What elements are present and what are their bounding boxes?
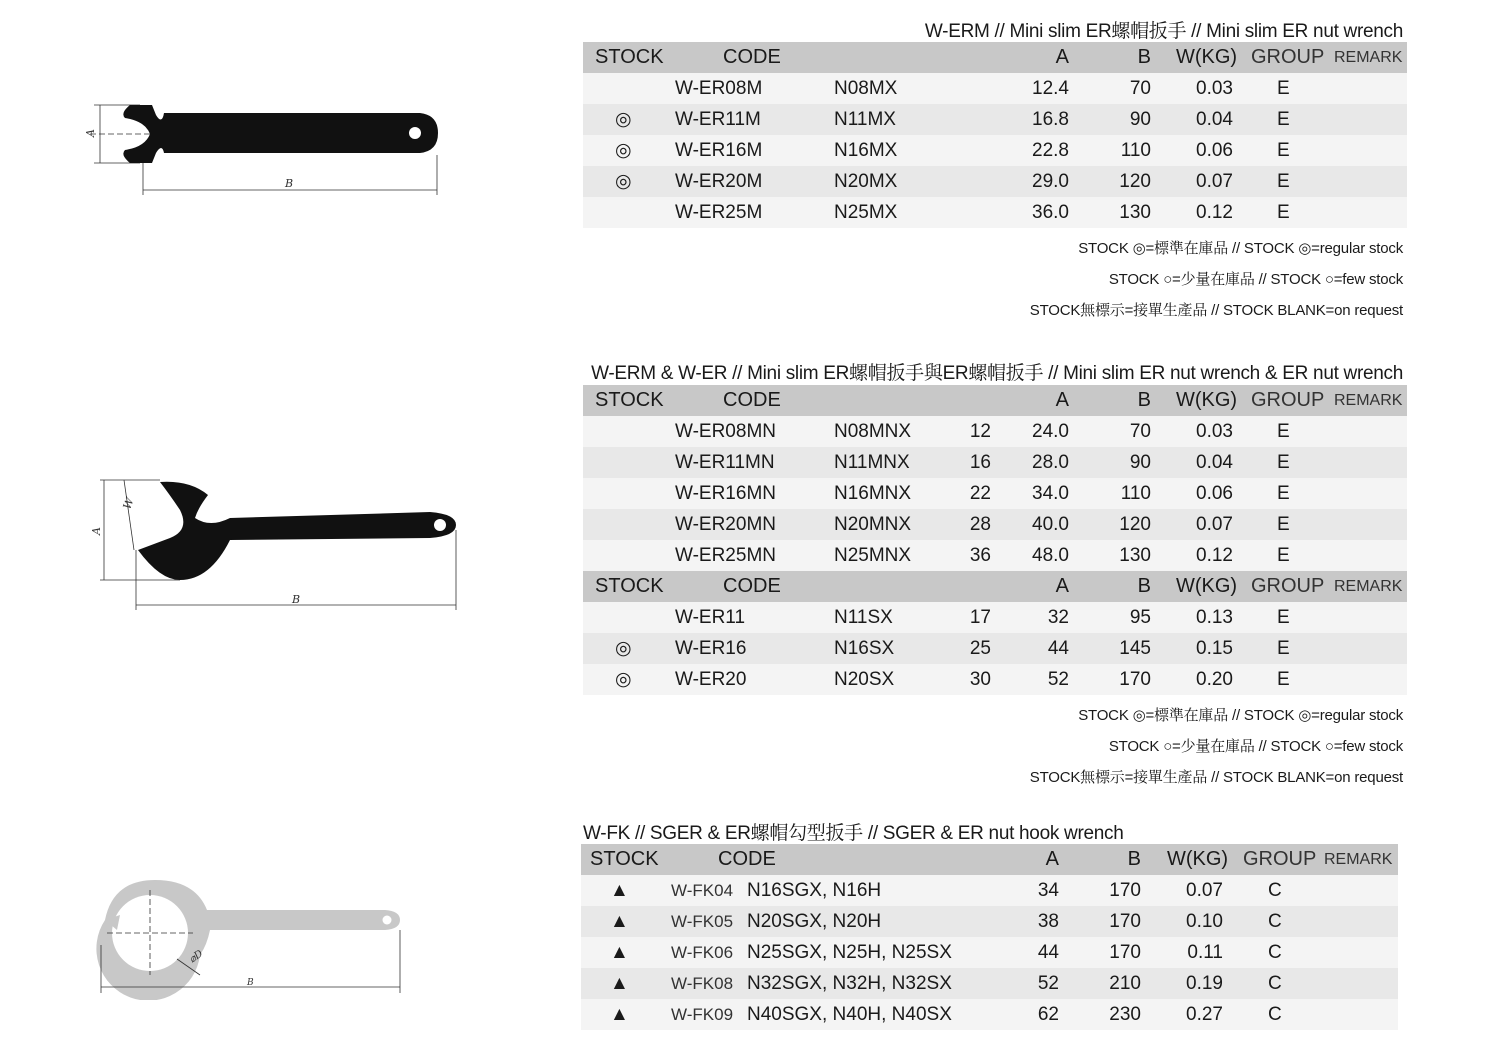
code-cell: W-ER11M <box>675 109 761 130</box>
col-group: GROUP <box>1251 575 1325 597</box>
group-cell: E <box>1277 669 1290 690</box>
code-cell: W-ER11 <box>675 607 746 628</box>
code-cell: W-FK04 <box>671 881 734 900</box>
d-cell: 22 <box>969 483 991 504</box>
table-row <box>583 602 1407 633</box>
group-cell: E <box>1277 171 1290 192</box>
a-cell: 34 <box>1037 880 1059 901</box>
stock-note-blank: STOCK無標示=接單生產品 // STOCK BLANK=on request <box>1029 302 1403 319</box>
section-title-fk: W-FK // SGER & ER螺帽勾型扳手 // SGER & ER nut hook wrench <box>583 823 1124 844</box>
nut-cell: N20SX <box>834 669 895 690</box>
col-w: W(KG) <box>1176 575 1238 597</box>
col-a: A <box>1055 575 1069 597</box>
w-cell: 0.15 <box>1196 638 1233 659</box>
nut-cell: N11MNX <box>834 452 910 473</box>
stock-cell: ◎ <box>615 171 632 192</box>
col-remark: REMARK <box>1334 49 1403 66</box>
stock-cell: ◎ <box>615 638 632 659</box>
d-cell: 12 <box>969 421 991 442</box>
b-cell: 130 <box>1119 202 1151 223</box>
b-cell: 210 <box>1109 973 1141 994</box>
nut-cell: N25MX <box>834 202 898 223</box>
table-row <box>583 73 1407 104</box>
group-cell: C <box>1268 942 1282 963</box>
code-cell: W-ER16 <box>675 638 747 659</box>
col-group: GROUP <box>1251 46 1325 68</box>
code-cell: W-ER16MN <box>675 483 776 504</box>
nut-cell: N08MX <box>834 78 898 99</box>
col-stock: STOCK <box>590 848 659 870</box>
group-cell: E <box>1277 607 1290 628</box>
a-cell: 32 <box>1047 607 1069 628</box>
stock-cell: ◎ <box>615 669 632 690</box>
group-cell: E <box>1277 452 1290 473</box>
col-w: W(KG) <box>1176 389 1238 411</box>
b-cell: 70 <box>1129 421 1151 442</box>
col-a: A <box>1055 46 1069 68</box>
stock-note-few: STOCK ○=少量在庫品 // STOCK ○=few stock <box>1108 738 1403 755</box>
col-stock: STOCK <box>595 575 664 597</box>
ermn-wrench-drawing <box>90 470 470 615</box>
b-cell: 110 <box>1120 140 1151 161</box>
fk-hook-wrench-drawing <box>95 875 415 1000</box>
drawing-dim-b: B <box>247 978 254 988</box>
drawing-dim-w: W <box>120 495 137 512</box>
w-cell: 0.03 <box>1196 421 1233 442</box>
erm-table <box>583 42 1407 228</box>
b-cell: 170 <box>1109 911 1141 932</box>
group-cell: C <box>1268 1004 1282 1025</box>
table-row <box>581 937 1398 968</box>
group-cell: E <box>1277 483 1290 504</box>
w-cell: 0.27 <box>1186 1004 1223 1025</box>
d-cell: 16 <box>969 452 991 473</box>
b-cell: 130 <box>1119 545 1151 566</box>
col-b: B <box>1137 46 1151 68</box>
table-row <box>583 633 1407 664</box>
table-row <box>583 416 1407 447</box>
col-code: CODE <box>718 848 776 870</box>
group-cell: E <box>1277 421 1290 442</box>
b-cell: 170 <box>1109 880 1141 901</box>
col-group: GROUP <box>1243 848 1317 870</box>
code-cell: W-ER08M <box>675 78 763 99</box>
drawing-dim-b: B <box>292 593 301 606</box>
drawing-dim-b: B <box>285 177 294 190</box>
b-cell: 145 <box>1119 638 1151 659</box>
nut-cell: N11MX <box>834 109 896 130</box>
code-cell: W-FK06 <box>671 943 734 962</box>
w-cell: 0.10 <box>1186 911 1223 932</box>
nut-cell: N32SGX, N32H, N32SX <box>747 973 952 994</box>
col-remark: REMARK <box>1334 392 1403 409</box>
nut-cell: N20MNX <box>834 514 912 535</box>
table-row <box>583 104 1407 135</box>
w-cell: 0.04 <box>1196 109 1233 130</box>
table-row <box>581 906 1398 937</box>
w-cell: 0.20 <box>1196 669 1233 690</box>
col-w: W(KG) <box>1167 848 1229 870</box>
table-header <box>583 42 1407 73</box>
drawing-dim-a: A <box>90 527 103 535</box>
col-w: W(KG) <box>1176 46 1238 68</box>
nut-cell: N20SGX, N20H <box>747 911 882 932</box>
stock-note-few: STOCK ○=少量在庫品 // STOCK ○=few stock <box>1108 271 1403 288</box>
nut-cell: N20MX <box>834 171 898 192</box>
table-row <box>583 447 1407 478</box>
section-title-ermn: W-ERM & W-ER // Mini slim ER螺帽扳手與ER螺帽扳手 // Mini slim ER nut wrench & ER nut wrench <box>591 363 1403 384</box>
a-cell: 12.4 <box>1032 78 1069 99</box>
a-cell: 48.0 <box>1032 545 1069 566</box>
nut-cell: N40SGX, N40H, N40SX <box>747 1004 952 1025</box>
col-code: CODE <box>723 575 781 597</box>
stock-cell: ◎ <box>615 109 632 130</box>
a-cell: 22.8 <box>1032 140 1069 161</box>
table-row <box>581 875 1398 906</box>
group-cell: E <box>1277 638 1290 659</box>
col-code: CODE <box>723 389 781 411</box>
col-group: GROUP <box>1251 389 1325 411</box>
w-cell: 0.12 <box>1196 545 1233 566</box>
erm-wrench-drawing <box>80 95 450 200</box>
nut-cell: N11SX <box>834 607 893 628</box>
a-cell: 24.0 <box>1032 421 1069 442</box>
a-cell: 34.0 <box>1032 483 1069 504</box>
table-row <box>583 478 1407 509</box>
a-cell: 44 <box>1047 638 1069 659</box>
b-cell: 230 <box>1109 1004 1141 1025</box>
d-cell: 28 <box>969 514 991 535</box>
table-header <box>583 571 1407 602</box>
group-cell: C <box>1268 911 1282 932</box>
code-cell: W-ER25M <box>675 202 763 223</box>
nut-cell: N16SGX, N16H <box>747 880 882 901</box>
ermn-table <box>583 385 1407 695</box>
a-cell: 40.0 <box>1032 514 1069 535</box>
d-cell: 30 <box>969 669 991 690</box>
group-cell: E <box>1277 202 1290 223</box>
w-cell: 0.03 <box>1196 78 1233 99</box>
col-b: B <box>1137 389 1151 411</box>
nut-cell: N16MNX <box>834 483 912 504</box>
stock-cell: ◎ <box>615 140 632 161</box>
stock-cell: ▲ <box>610 911 629 932</box>
table-row <box>581 968 1398 999</box>
w-cell: 0.19 <box>1186 973 1223 994</box>
w-cell: 0.07 <box>1186 880 1223 901</box>
stock-note-blank: STOCK無標示=接單生產品 // STOCK BLANK=on request <box>1029 769 1403 786</box>
group-cell: E <box>1277 140 1290 161</box>
a-cell: 16.8 <box>1032 109 1069 130</box>
code-cell: W-ER20MN <box>675 514 776 535</box>
col-remark: REMARK <box>1334 578 1403 595</box>
section-title-erm: W-ERM // Mini slim ER螺帽扳手 // Mini slim ER nut wrench <box>924 21 1403 42</box>
code-cell: W-ER08MN <box>675 421 776 442</box>
nut-cell: N16MX <box>834 140 898 161</box>
a-cell: 52 <box>1037 973 1059 994</box>
b-cell: 170 <box>1109 942 1141 963</box>
nut-cell: N08MNX <box>834 421 912 442</box>
table-row <box>583 664 1407 695</box>
fk-table <box>581 844 1398 1030</box>
w-cell: 0.13 <box>1196 607 1233 628</box>
a-cell: 62 <box>1037 1004 1059 1025</box>
col-a: A <box>1045 848 1059 870</box>
col-a: A <box>1055 389 1069 411</box>
col-code: CODE <box>723 46 781 68</box>
code-cell: W-ER20 <box>675 669 747 690</box>
a-cell: 29.0 <box>1032 171 1069 192</box>
w-cell: 0.07 <box>1196 514 1233 535</box>
d-cell: 36 <box>969 545 991 566</box>
code-cell: W-ER11MN <box>675 452 775 473</box>
stock-cell: ▲ <box>610 942 629 963</box>
drawing-dim-d: ⌀D <box>187 948 206 966</box>
group-cell: E <box>1277 78 1290 99</box>
b-cell: 90 <box>1129 452 1151 473</box>
b-cell: 110 <box>1120 483 1151 504</box>
code-cell: W-ER20M <box>675 171 763 192</box>
col-b: B <box>1127 848 1141 870</box>
w-cell: 0.06 <box>1196 483 1233 504</box>
b-cell: 120 <box>1119 514 1151 535</box>
code-cell: W-ER16M <box>675 140 763 161</box>
group-cell: E <box>1277 514 1290 535</box>
code-cell: W-FK09 <box>671 1005 734 1024</box>
nut-cell: N25SGX, N25H, N25SX <box>747 942 952 963</box>
b-cell: 95 <box>1129 607 1151 628</box>
table-row <box>583 135 1407 166</box>
group-cell: C <box>1268 973 1282 994</box>
b-cell: 70 <box>1129 78 1151 99</box>
a-cell: 44 <box>1037 942 1059 963</box>
w-cell: 0.12 <box>1196 202 1233 223</box>
nut-cell: N16SX <box>834 638 895 659</box>
d-cell: 17 <box>969 607 991 628</box>
a-cell: 36.0 <box>1032 202 1069 223</box>
group-cell: C <box>1268 880 1282 901</box>
w-cell: 0.07 <box>1196 171 1233 192</box>
w-cell: 0.06 <box>1196 140 1233 161</box>
d-cell: 25 <box>969 638 991 659</box>
drawing-dim-a: A <box>84 129 97 137</box>
b-cell: 90 <box>1129 109 1151 130</box>
nut-cell: N25MNX <box>834 545 912 566</box>
group-cell: E <box>1277 545 1290 566</box>
code-cell: W-FK05 <box>671 912 734 931</box>
w-cell: 0.11 <box>1187 942 1223 963</box>
col-stock: STOCK <box>595 389 664 411</box>
table-row <box>583 166 1407 197</box>
col-b: B <box>1137 575 1151 597</box>
table-row <box>583 540 1407 571</box>
stock-cell: ▲ <box>610 1004 629 1025</box>
a-cell: 28.0 <box>1032 452 1069 473</box>
stock-note-regular: STOCK ◎=標準在庫品 // STOCK ◎=regular stock <box>1078 240 1403 257</box>
stock-note-regular: STOCK ◎=標準在庫品 // STOCK ◎=regular stock <box>1078 707 1403 724</box>
col-stock: STOCK <box>595 46 664 68</box>
code-cell: W-FK08 <box>671 974 734 993</box>
group-cell: E <box>1277 109 1290 130</box>
b-cell: 120 <box>1119 171 1151 192</box>
stock-cell: ▲ <box>610 973 629 994</box>
b-cell: 170 <box>1119 669 1151 690</box>
table-row <box>583 509 1407 540</box>
table-row <box>581 999 1398 1030</box>
w-cell: 0.04 <box>1196 452 1233 473</box>
stock-cell: ▲ <box>610 880 629 901</box>
code-cell: W-ER25MN <box>675 545 776 566</box>
a-cell: 52 <box>1047 669 1069 690</box>
table-header <box>581 844 1398 875</box>
a-cell: 38 <box>1037 911 1059 932</box>
col-remark: REMARK <box>1324 851 1393 868</box>
table-header <box>583 385 1407 416</box>
table-row <box>583 197 1407 228</box>
